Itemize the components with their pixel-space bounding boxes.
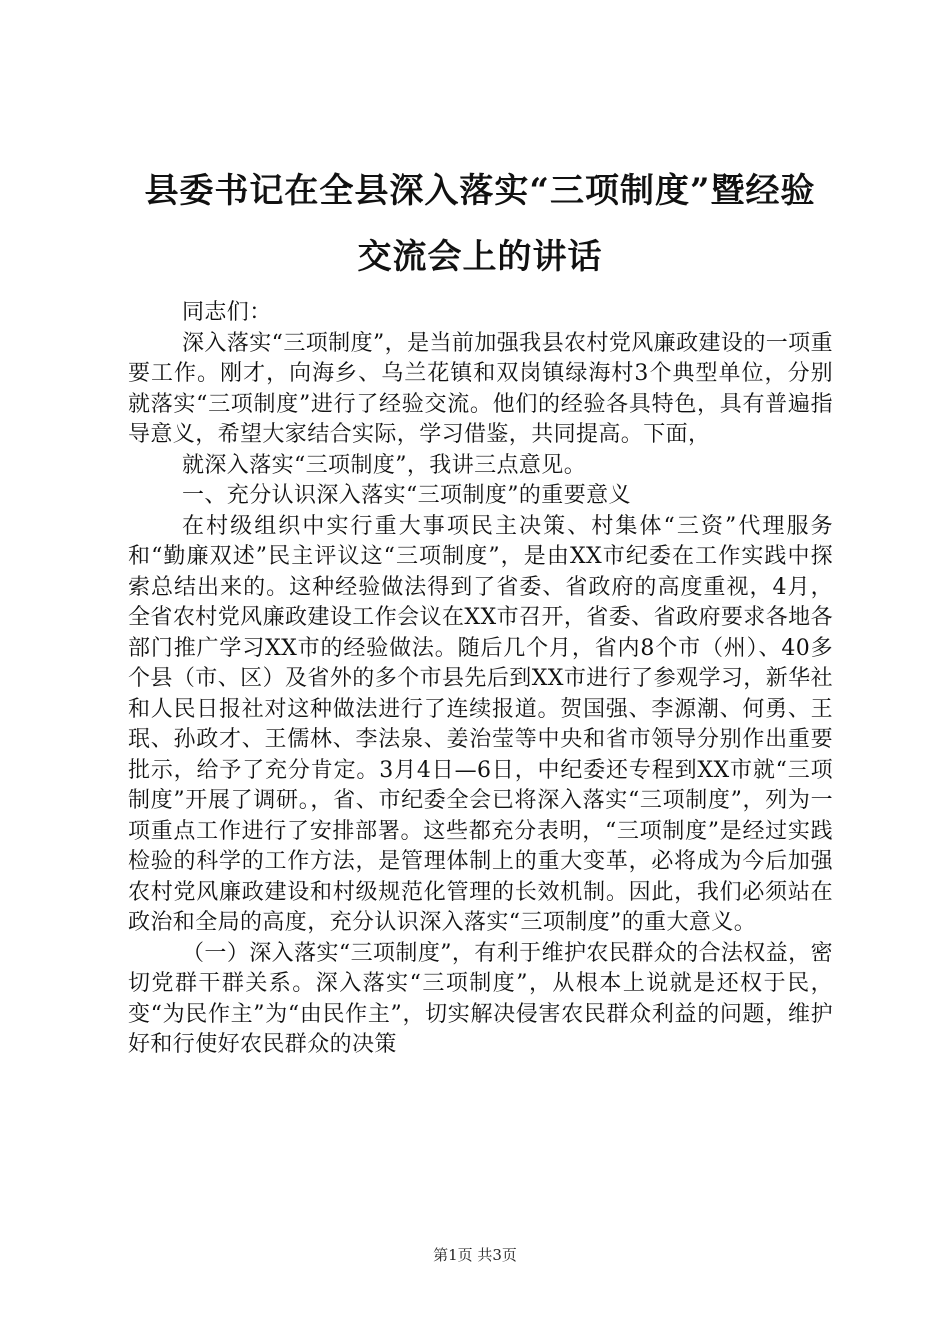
page-number: 第1页 共3页	[433, 1246, 517, 1264]
subsection-paragraph: （一）深入落实“三项制度”，有利于维护农民群众的合法权益，密切党群干群关系。深入落实“三项制度”，从根本上说就是还权于民，变“为民作主”为“由民作主”，切实解决侵害农民群众利益的问题，维护好和行使好农民群众的决策	[128, 940, 833, 1057]
paragraph: 在村级组织中实行重大事项民主决策、村集体“三资”代理服务和“勤廉双述”民主评议这“三项制度”，是由XX市纪委在工作实践中探索总结出来的。这种经验做法得到了省委、省政府的高度重视，4月，全省农村党风廉政建设工作会议在XX市召开，省委、省政府要求各地各部门推广学习XX市的经验做法。随后几个月，省内8个市（州）、40多个县（市、区）及省外的多个市县先后到XX市进行了参观学习，新华社和人民日报社对这种做法进行了连续报道。贺国强、李源潮、何勇、王珉、孙政才、王儒林、李法泉、姜治莹等中央和省市领导分别作出重要批示，给予了充分肯定。3月4日—6日，中纪委还专程到XX市就“三项制度”开展了调研。，省、市纪委全会已将深入落实“三项制度”，列为一项重点工作进行了安排部署。这些都充分表明，“三项制度”是经过实践检验的科学的工作方法，是管理体制上的重大变革，必将成为今后加强农村党风廉政建设和村级规范化管理的长效机制。因此，我们必须站在政治和全局的高度，充分认识深入落实“三项制度”的重大意义。	[128, 513, 833, 935]
title-line-2: 交流会上的讲话	[357, 237, 603, 277]
section-heading: 一、充分认识深入落实“三项制度”的重要意义	[182, 483, 631, 508]
salutation: 同志们：	[182, 300, 272, 325]
paragraph: 深入落实“三项制度”，是当前加强我县农村党风廉政建设的一项重要工作。刚才，向海乡、乌兰花镇和双岗镇绿海村3个典型单位，分别就落实“三项制度”进行了经验交流。他们的经验各具特色，具有普遍指导意义，希望大家结合实际，学习借鉴，共同提高。下面，	[128, 330, 833, 447]
title-line-1: 县委书记在全县深入落实“三项制度”暨经验	[144, 171, 816, 211]
document-body	[128, 298, 833, 1061]
paragraph: 就深入落实“三项制度”，我讲三点意见。	[182, 452, 587, 478]
document-title	[100, 158, 860, 290]
